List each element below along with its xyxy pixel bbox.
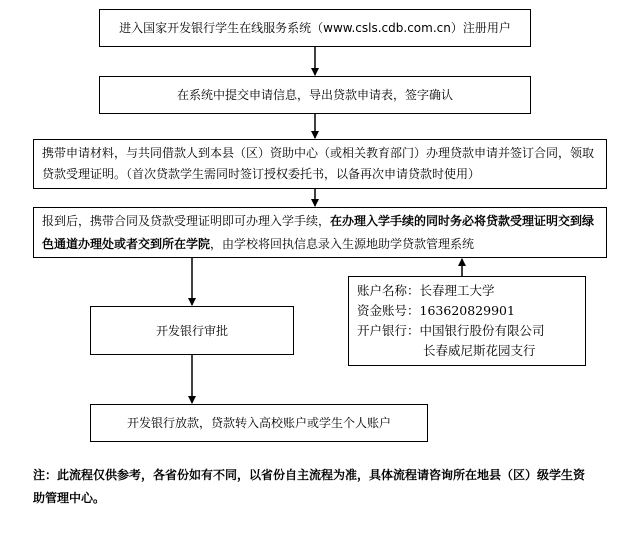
account-bank-row-2 <box>357 341 585 361</box>
account-bank-value-1: 中国银行股份有限公司 <box>419 323 545 338</box>
account-info-box <box>348 276 586 366</box>
step-register-box <box>99 9 531 47</box>
step-approve-box <box>90 306 294 355</box>
footnote: 注：此流程仅供参考，各省份如有不同，以省份自主流程为准，具体流程请咨询所在地县（区）级学生资助管理中心。 <box>33 468 586 505</box>
step-report-box <box>33 207 607 258</box>
account-bank-value-2: 长春威尼斯花园支行 <box>423 343 536 358</box>
step-report-text <box>42 210 598 256</box>
step-disburse-text: 开发银行放款，贷款转入高校账户或学生个人账户 <box>126 416 391 430</box>
step-disburse-box <box>90 404 428 442</box>
account-number-label: 资金账号： <box>357 303 420 318</box>
step-report-text-emphasis: 在办理入学手续的同时务必将贷款受理证明交到绿色通道办理处或者交到所在学院 <box>42 213 595 251</box>
account-name-label: 账户名称： <box>357 283 420 298</box>
step-approve-text: 开发银行审批 <box>155 323 228 338</box>
step-apply-text: 携带申请材料，与共同借款人到本县（区）资助中心（或相关教育部门）办理贷款申请并签订合同，领取贷款受理证明。（首次贷款学生需同时签订授权委托书，以备再次申请贷款时使用） <box>42 146 595 181</box>
step-register-text: 进入国家开发银行学生在线服务系统（www.csls.cdb.com.cn）注册用户 <box>119 21 511 35</box>
step-apply-box <box>33 139 607 189</box>
account-name-value: 长春理工大学 <box>419 283 495 298</box>
account-bank-row <box>357 321 585 341</box>
account-number-value: 163620829901 <box>419 303 515 318</box>
account-bank-label: 开户银行： <box>357 323 420 338</box>
account-name-row <box>357 281 585 301</box>
step-submit-text: 在系统中提交申请信息，导出贷款申请表，签字确认 <box>176 88 453 102</box>
account-number-row <box>357 301 585 321</box>
step-submit-box <box>99 76 531 114</box>
step-report-text-part1: 报到后，携带合同及贷款受理证明即可办理入学手续， <box>42 213 331 228</box>
step-report-text-part2: ，由学校将回执信息录入生源地助学贷款管理系统 <box>210 236 475 251</box>
